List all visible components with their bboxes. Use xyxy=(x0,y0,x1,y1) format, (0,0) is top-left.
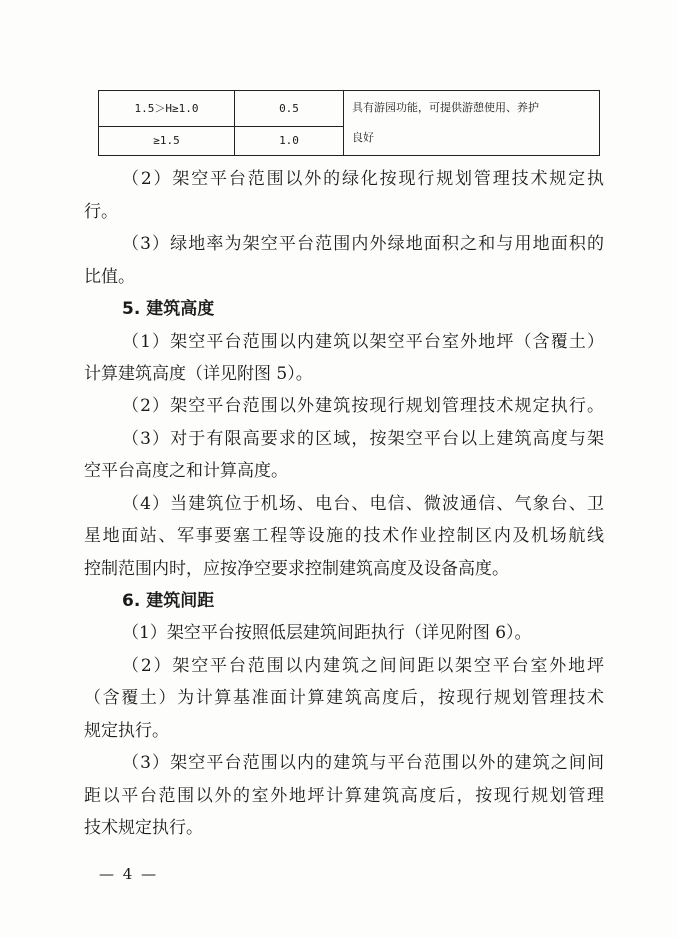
paragraph-line: 计算建筑高度（详见附图 5）。 xyxy=(84,364,313,384)
paragraph-line: 比值。 xyxy=(84,267,135,287)
paragraph-line: （3）架空平台范围以内的建筑与平台范围以外的建筑之间间 xyxy=(122,753,604,773)
paragraph-line: 行。 xyxy=(84,202,118,222)
paragraph-line: （3）绿地率为架空平台范围内外绿地面积之和与用地面积的 xyxy=(122,234,604,254)
table-cell-height: 1.5＞H≥1.0 xyxy=(99,91,235,127)
paragraph-line: （1）架空平台按照低层建筑间距执行（详见附图 6）。 xyxy=(122,623,532,643)
paragraph-line: （含覆土）为计算基准面计算建筑高度后，按现行规划管理技术 xyxy=(84,688,604,708)
section-heading: 6. 建筑间距 xyxy=(122,591,215,611)
table-note-line: 良好 xyxy=(352,131,374,144)
paragraph-line: 技术规定执行。 xyxy=(84,818,203,838)
greening-coefficient-table xyxy=(98,90,600,156)
paragraph-line: （2）架空平台范围以内建筑之间间距以架空平台室外地坪 xyxy=(122,656,604,676)
table-row xyxy=(99,91,600,127)
paragraph-line: （1）架空平台范围以内建筑以架空平台室外地坪（含覆土） xyxy=(122,332,604,352)
page-number: — 4 — xyxy=(99,865,159,883)
table-cell-coefficient: 0.5 xyxy=(235,91,344,127)
table-cell-coefficient: 1.0 xyxy=(235,126,344,155)
paragraph-line: 规定执行。 xyxy=(84,721,169,741)
paragraph-line: 距以平台范围以外的室外地坪计算建筑高度后，按现行规划管理 xyxy=(84,786,604,806)
paragraph-line: （2）架空平台范围以外建筑按现行规划管理技术规定执行。 xyxy=(122,396,604,416)
table-note-line: 具有游园功能，可提供游憩使用、养护 xyxy=(352,101,539,114)
paragraph-line: 控制范围内时，应按净空要求控制建筑高度及设备高度。 xyxy=(84,559,509,579)
paragraph-line: （3）对于有限高要求的区域，按架空平台以上建筑高度与架 xyxy=(122,429,604,449)
paragraph-line: 空平台高度之和计算高度。 xyxy=(84,461,288,481)
paragraph-line: 星地面站、军事要塞工程等设施的技术作业控制区内及机场航线 xyxy=(84,526,604,546)
paragraph-line: （4）当建筑位于机场、电台、电信、微波通信、气象台、卫 xyxy=(122,494,604,514)
table-cell-note xyxy=(344,91,600,156)
table-cell-height: ≥1.5 xyxy=(99,126,235,155)
paragraph-line: （2）架空平台范围以外的绿化按现行规划管理技术规定执 xyxy=(122,169,604,189)
section-heading: 5. 建筑高度 xyxy=(122,299,215,319)
